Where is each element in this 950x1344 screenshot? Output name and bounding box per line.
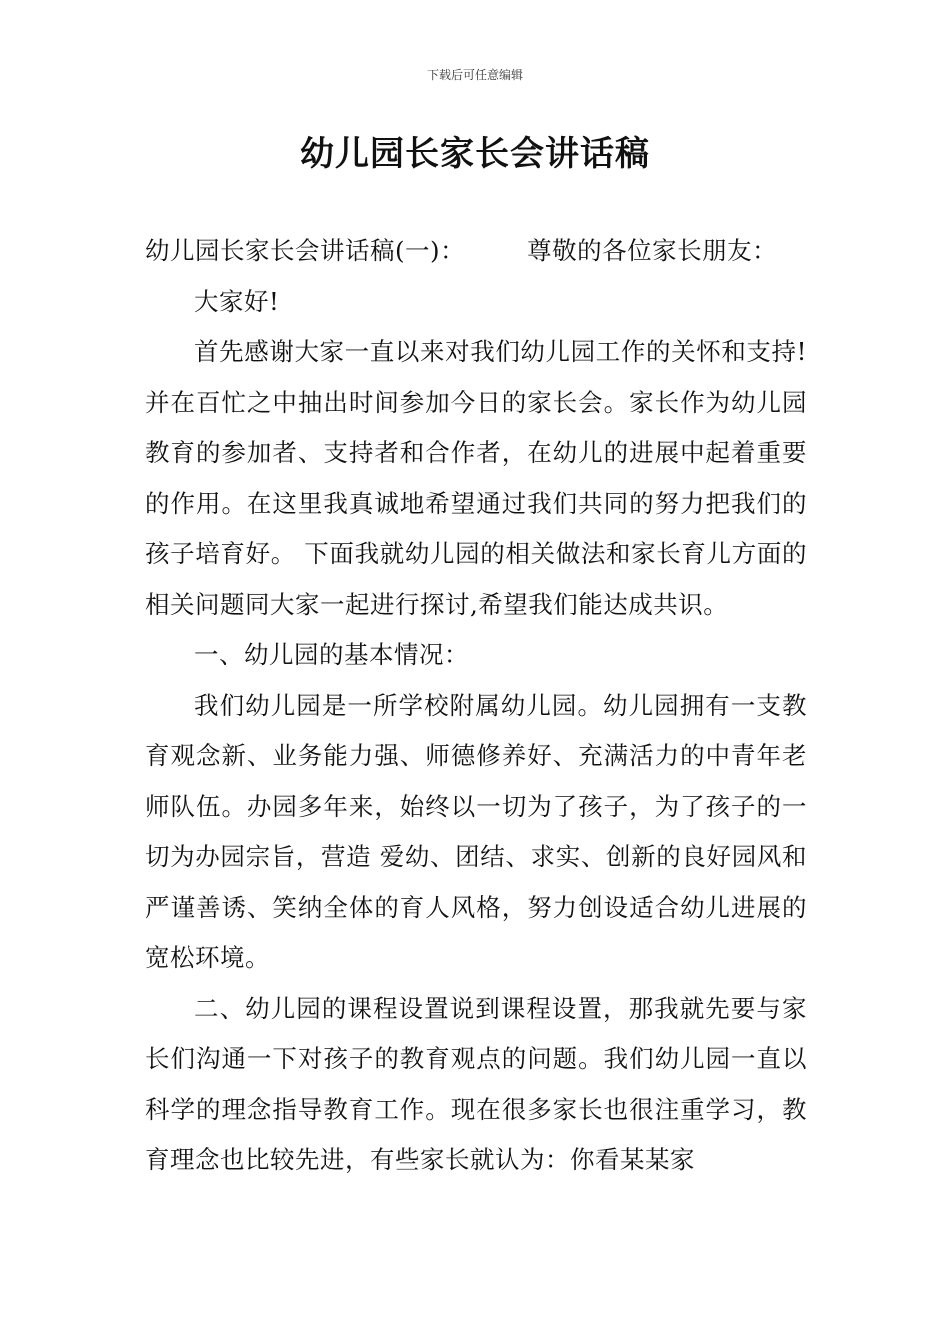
salutation: 尊敬的各位家长朋友：: [527, 236, 778, 265]
paragraph-thanks: 首先感谢大家一直以来对我们幼儿园工作的关怀和支持!并在百忙之中抽出时间参加今日的家长会。家长作为幼儿园教育的参加者、支持者和合作者，在幼儿的进展中起着重要的作用。在这里我真诚地希望通过我们共同的努力把我们的孩子培育好。 下面我就幼儿园的相关做法和家长育儿方面的相关问题同大家一起进行探讨,希望我们能达成共识。: [145, 337, 807, 619]
paragraph-basic-info: 我们幼儿园是一所学校附属幼儿园。幼儿园拥有一支教育观念新、业务能力强、师德修养好、充满活力的中青年老师队伍。办园多年来，始终以一切为了孩子，为了孩子的一切为办园宗旨，营造 爱幼、团结、求实、创新的良好园风和严谨善诱、笑纳全体的育人风格，努力创设适合幼儿进展的宽松环境。: [145, 690, 807, 972]
section-heading-1: 一、幼儿园的基本情况：: [194, 640, 469, 669]
document-body: [145, 226, 807, 1186]
header-note: 下载后可任意编辑: [426, 68, 523, 82]
opening-heading: 幼儿园长家长会讲话稿(一)：: [145, 236, 466, 265]
document-title: 幼儿园长家长会讲话稿: [300, 134, 650, 174]
opening-line: [145, 226, 807, 277]
paragraph-greeting: 大家好!: [194, 286, 280, 316]
paragraph-curriculum: 二、幼儿园的课程设置说到课程设置，那我就先要与家长们沟通一下对孩子的教育观点的问题。我们幼儿园一直以科学的理念指导教育工作。现在很多家长也很注重学习，教育理念也比较先进，有些家长就认为：你看某某家: [145, 993, 807, 1174]
